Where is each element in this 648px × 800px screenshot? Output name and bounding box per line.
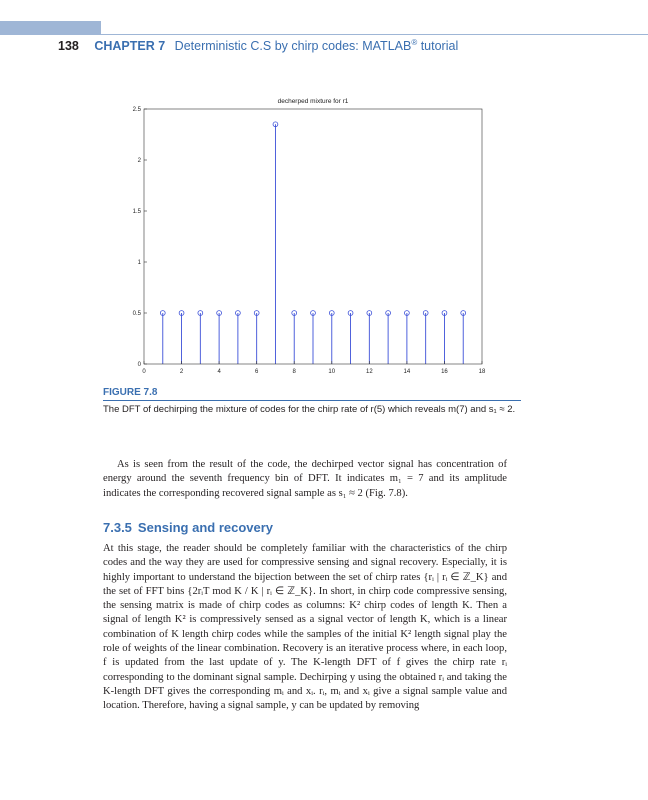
chapter-label: CHAPTER 7 <box>94 39 166 54</box>
y-tick-label: 0 <box>137 362 141 368</box>
chapter-title <box>175 39 459 53</box>
chart-title: decherped mixture for r1 <box>277 98 349 105</box>
y-tick-label: 0.5 <box>132 311 141 317</box>
figure-rule <box>103 400 521 401</box>
page-number: 138 <box>58 39 79 54</box>
x-tick-label: 6 <box>254 369 259 375</box>
y-tick-label: 1 <box>137 260 141 266</box>
registered-mark: ® <box>411 38 418 47</box>
x-tick-label: 4 <box>217 369 221 375</box>
figure-caption: The DFT of dechirping the mixture of codes for the chirp rate of r(5) which reveals m(7) and s₁ ≈ 2. <box>103 404 516 415</box>
y-tick-label: 2.5 <box>132 107 141 113</box>
section-title: Sensing and recovery <box>137 520 274 535</box>
chapter-title-text: Deterministic C.S by chirp codes: MATLAB <box>174 39 412 54</box>
figure-label: FIGURE 7.8 <box>103 387 158 398</box>
section-heading <box>103 520 273 535</box>
running-header <box>58 38 458 53</box>
header-accent-bar <box>0 21 101 35</box>
header-rule <box>101 34 648 35</box>
x-tick-label: 16 <box>441 369 448 375</box>
y-tick-label: 2 <box>137 158 141 164</box>
x-tick-label: 10 <box>328 369 336 375</box>
section-number: 7.3.5 <box>103 520 132 535</box>
chapter-title-tail: tutorial <box>417 39 459 54</box>
x-tick-label: 8 <box>292 369 296 375</box>
y-tick-label: 1.5 <box>132 209 141 215</box>
x-tick-label: 2 <box>179 369 184 375</box>
x-tick-label: 0 <box>142 369 146 375</box>
paragraph-sensing: At this stage, the reader should be completely familiar with the characteristics of the chirp codes and the way they are used for compressive sensing and signal recovery. Especially, it is highly important to understand the bijection between the set of chirp rates {rᵢ | rᵢ ∈ ℤ_K} and the set of FFT bins {2rᵢT mod K / K | rᵢ ∈ ℤ_K}. In short, in chirp code compressive sensing, the sensing matrix is made of chirp codes as columns: K² chirp codes of length K. Then a signal of length K² is compressively sensed as a signal vector of length K, which is a linear combination of K length chirp codes while the samples of the initial K² length signal play the role of weights of the linear combination. Recovery is an iterative process where, in each loop, f is updated from the last update of y. The K-length DFT of f gives the chirp rate rᵢ corresponding to the dominant signal sample. Dechirping y using the obtained rᵢ and taking the K-length DFT gives the corresponding mᵢ and xᵢ. rᵢ, mᵢ and xᵢ give a signal sample value and location. Therefore, having a signal sample, y can be updated by removing <box>103 543 507 712</box>
paragraph-result <box>103 458 507 501</box>
x-tick-label: 14 <box>403 369 411 375</box>
x-tick-label: 18 <box>478 369 486 375</box>
paragraph-result-text: As is seen from the result of the code, the dechirped vector signal has concentration of energy around the seventh frequency bin of DFT. It indicates m₁ = 7 and its amplitude indicates the corresponding recovered signal sample as s₁ ≈ 2 (Fig. 7.8). <box>103 459 507 499</box>
stem-chart <box>100 95 490 385</box>
x-tick-label: 12 <box>365 369 373 375</box>
